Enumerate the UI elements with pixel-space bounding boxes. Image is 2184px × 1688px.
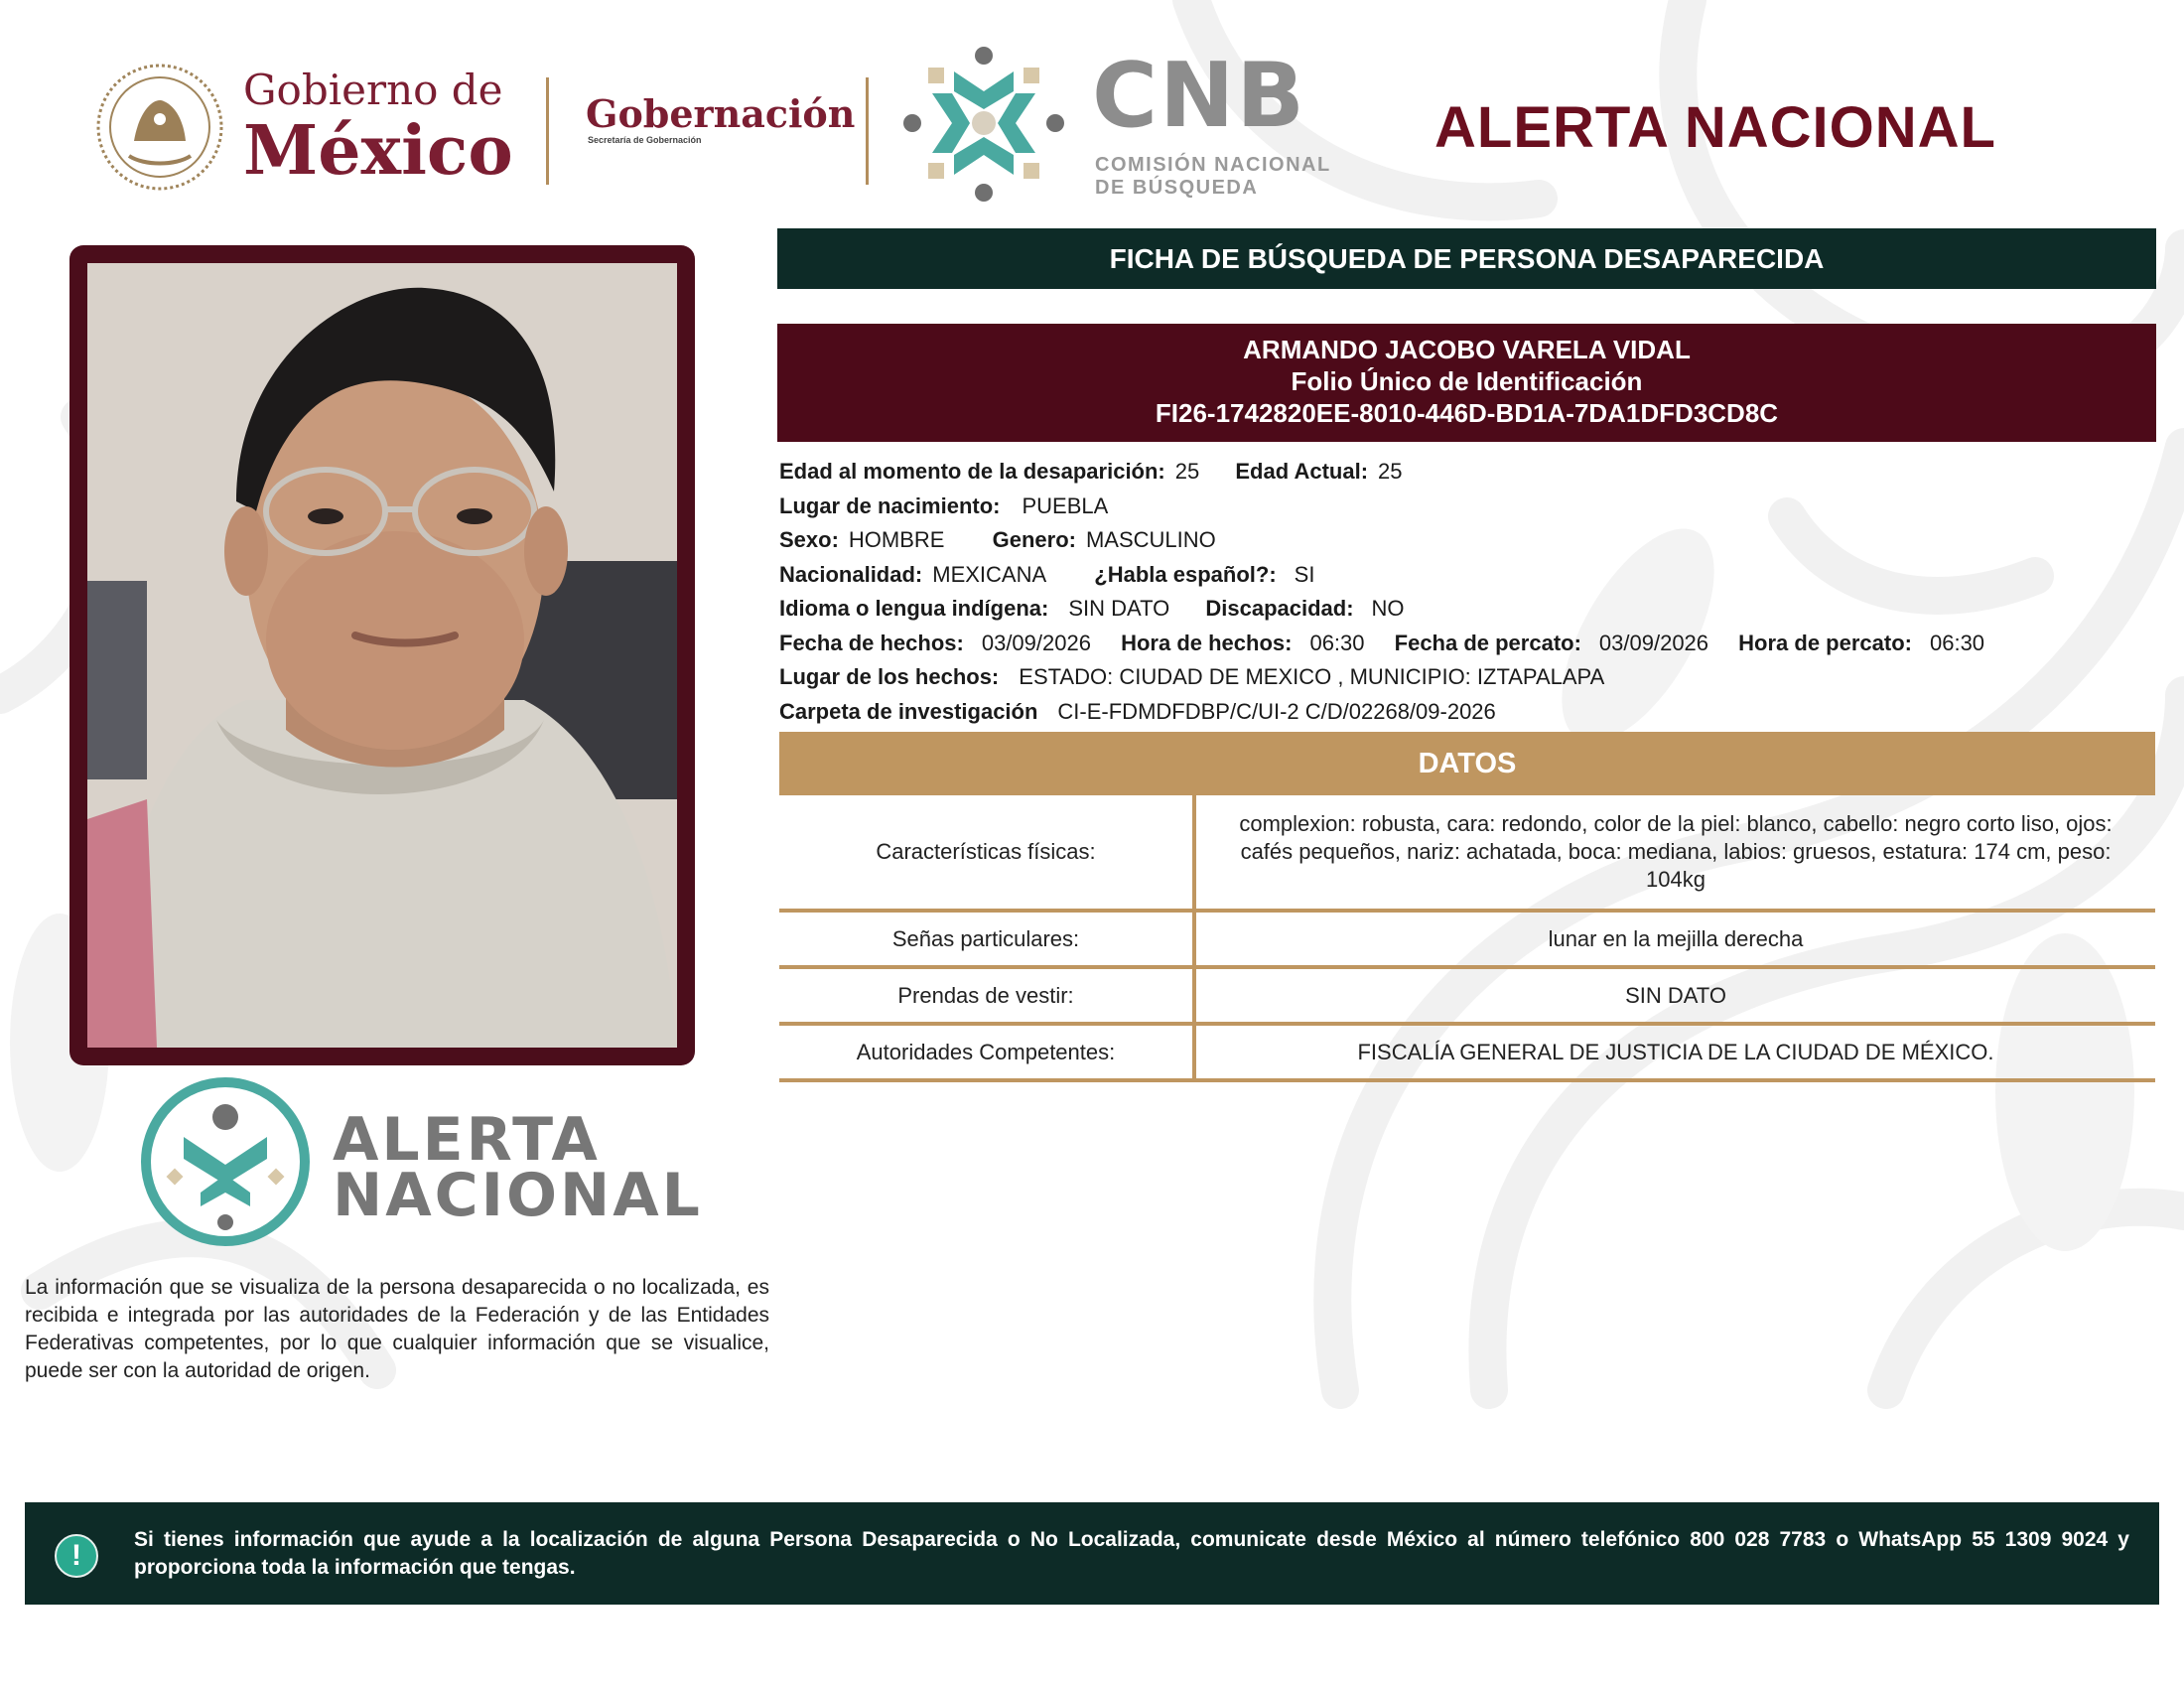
value: SI [1294, 561, 1315, 587]
value: PUEBLA [1022, 492, 1109, 518]
datos-table [779, 795, 2155, 1082]
divider [866, 77, 869, 185]
cnb-wordmark: CNB [1092, 44, 1306, 148]
alerta-nacional-heading: ALERTA NACIONAL [1434, 95, 1996, 160]
label: Edad al momento de la desaparición: [779, 459, 1165, 484]
value: HOMBRE [848, 527, 945, 552]
exclamation-icon: ! [55, 1534, 98, 1578]
label: Fecha de percato: [1394, 630, 1581, 655]
disclaimer-text: La información que se visualiza de la persona desaparecida o no localizada, es recibida e integrada por las autoridades de la Federación y de las Entidades Federativas competentes, por lo que cualquier información que se visualice, puede ser con la autoridad de origen. [25, 1276, 769, 1382]
folio-id: FI26-1742820EE-8010-446D-BD1A-7DA1DFD3CD8C [1155, 398, 1779, 428]
value: NO [1371, 596, 1405, 621]
value: 03/09/2026 [1598, 630, 1709, 655]
alerta-nacional-emblem-icon [139, 1075, 313, 1249]
info-row [779, 627, 2014, 661]
row-label: Características físicas: [779, 795, 1194, 911]
label: Lugar de nacimiento: [779, 492, 1001, 518]
nacional-wordmark: NACIONAL [333, 1161, 703, 1230]
label: Fecha de hechos: [779, 630, 964, 655]
label: Hora de percato: [1738, 630, 1912, 655]
row-value: lunar en la mejilla derecha [1194, 911, 2155, 967]
info-row [779, 558, 2014, 593]
value: 25 [1174, 459, 1200, 484]
label: Edad Actual: [1235, 459, 1369, 484]
label: Lugar de los hechos: [779, 664, 1000, 689]
person-name: ARMANDO JACOBO VARELA VIDAL [1243, 335, 1691, 364]
row-value: FISCALÍA GENERAL DE JUSTICIA DE LA CIUDAD DE MÉXICO. [1194, 1024, 2155, 1080]
gobernacion-logo: Gobernación [586, 91, 856, 136]
label: Carpeta de investigación [779, 698, 1038, 724]
footer-text: Si tienes información que ayude a la localización de alguna Persona Desaparecida o No Localizada, comunicate desde México al número telefónico 800 028 7783 o WhatsApp 55 1309 9024 y proporciona toda la información que tengas. [134, 1528, 2129, 1579]
label: ¿Habla español?: [1094, 561, 1277, 587]
person-header [777, 324, 2156, 442]
folio-label: Folio Único de Identificación [1291, 366, 1643, 396]
cnb-subtitle-line2: DE BÚSQUEDA [1095, 177, 1259, 199]
mexico-seal-icon [94, 62, 225, 193]
info-row [779, 592, 2014, 627]
label: Hora de hechos: [1121, 630, 1293, 655]
row-label: Prendas de vestir: [779, 967, 1194, 1024]
cnb-emblem-icon [898, 38, 1069, 209]
value: CI-E-FDMDFDBP/C/UI-2 C/D/02268/09-2026 [1057, 698, 1496, 724]
row-value: complexion: robusta, cara: redondo, color de la piel: blanco, cabello: negro corto liso, ojos: cafés pequeños, nariz: achatada, boca: mediana, labios: gruesos, estatura: 174 cm, peso: 104kg [1194, 795, 2155, 911]
value: SIN DATO [1068, 596, 1170, 621]
value: 06:30 [1929, 630, 1985, 655]
row-label: Señas particulares: [779, 911, 1194, 967]
cnb-subtitle-line1: COMISIÓN NACIONAL [1095, 154, 1331, 176]
table-row [779, 795, 2155, 911]
footer-banner [25, 1502, 2159, 1605]
table-row [779, 1024, 2155, 1080]
value: ESTADO: CIUDAD DE MEXICO , MUNICIPIO: IZTAPALAPA [1019, 664, 1605, 689]
divider [546, 77, 549, 185]
person-photo [87, 263, 677, 1048]
value: MEXICANA [932, 561, 1047, 587]
ficha-title-bar: FICHA DE BÚSQUEDA DE PERSONA DESAPARECIDA [777, 228, 2156, 289]
label: Nacionalidad: [779, 561, 923, 587]
label: Discapacidad: [1205, 596, 1354, 621]
value: 03/09/2026 [981, 630, 1091, 655]
value: MASCULINO [1085, 527, 1216, 552]
table-row [779, 967, 2155, 1024]
row-value: SIN DATO [1194, 967, 2155, 1024]
info-row [779, 695, 2014, 730]
gobierno-line2: México [243, 111, 513, 191]
table-row [779, 911, 2155, 967]
info-row [779, 455, 2014, 490]
value: 25 [1378, 459, 1403, 484]
datos-title-bar: DATOS [779, 732, 2155, 795]
info-row [779, 660, 2014, 695]
label: Idioma o lengua indígena: [779, 596, 1049, 621]
info-row [779, 523, 2014, 558]
alerta-wordmark: ALERTA [333, 1105, 601, 1175]
gobierno-de-mexico-logo [243, 66, 513, 191]
row-label: Autoridades Competentes: [779, 1024, 1194, 1080]
info-row [779, 490, 2014, 524]
gobernacion-subtitle: Secretaría de Gobernación [588, 135, 702, 145]
label: Genero: [992, 527, 1076, 552]
gobierno-line1: Gobierno de [243, 66, 503, 114]
label: Sexo: [779, 527, 839, 552]
value: 06:30 [1309, 630, 1365, 655]
person-info [779, 455, 2014, 729]
